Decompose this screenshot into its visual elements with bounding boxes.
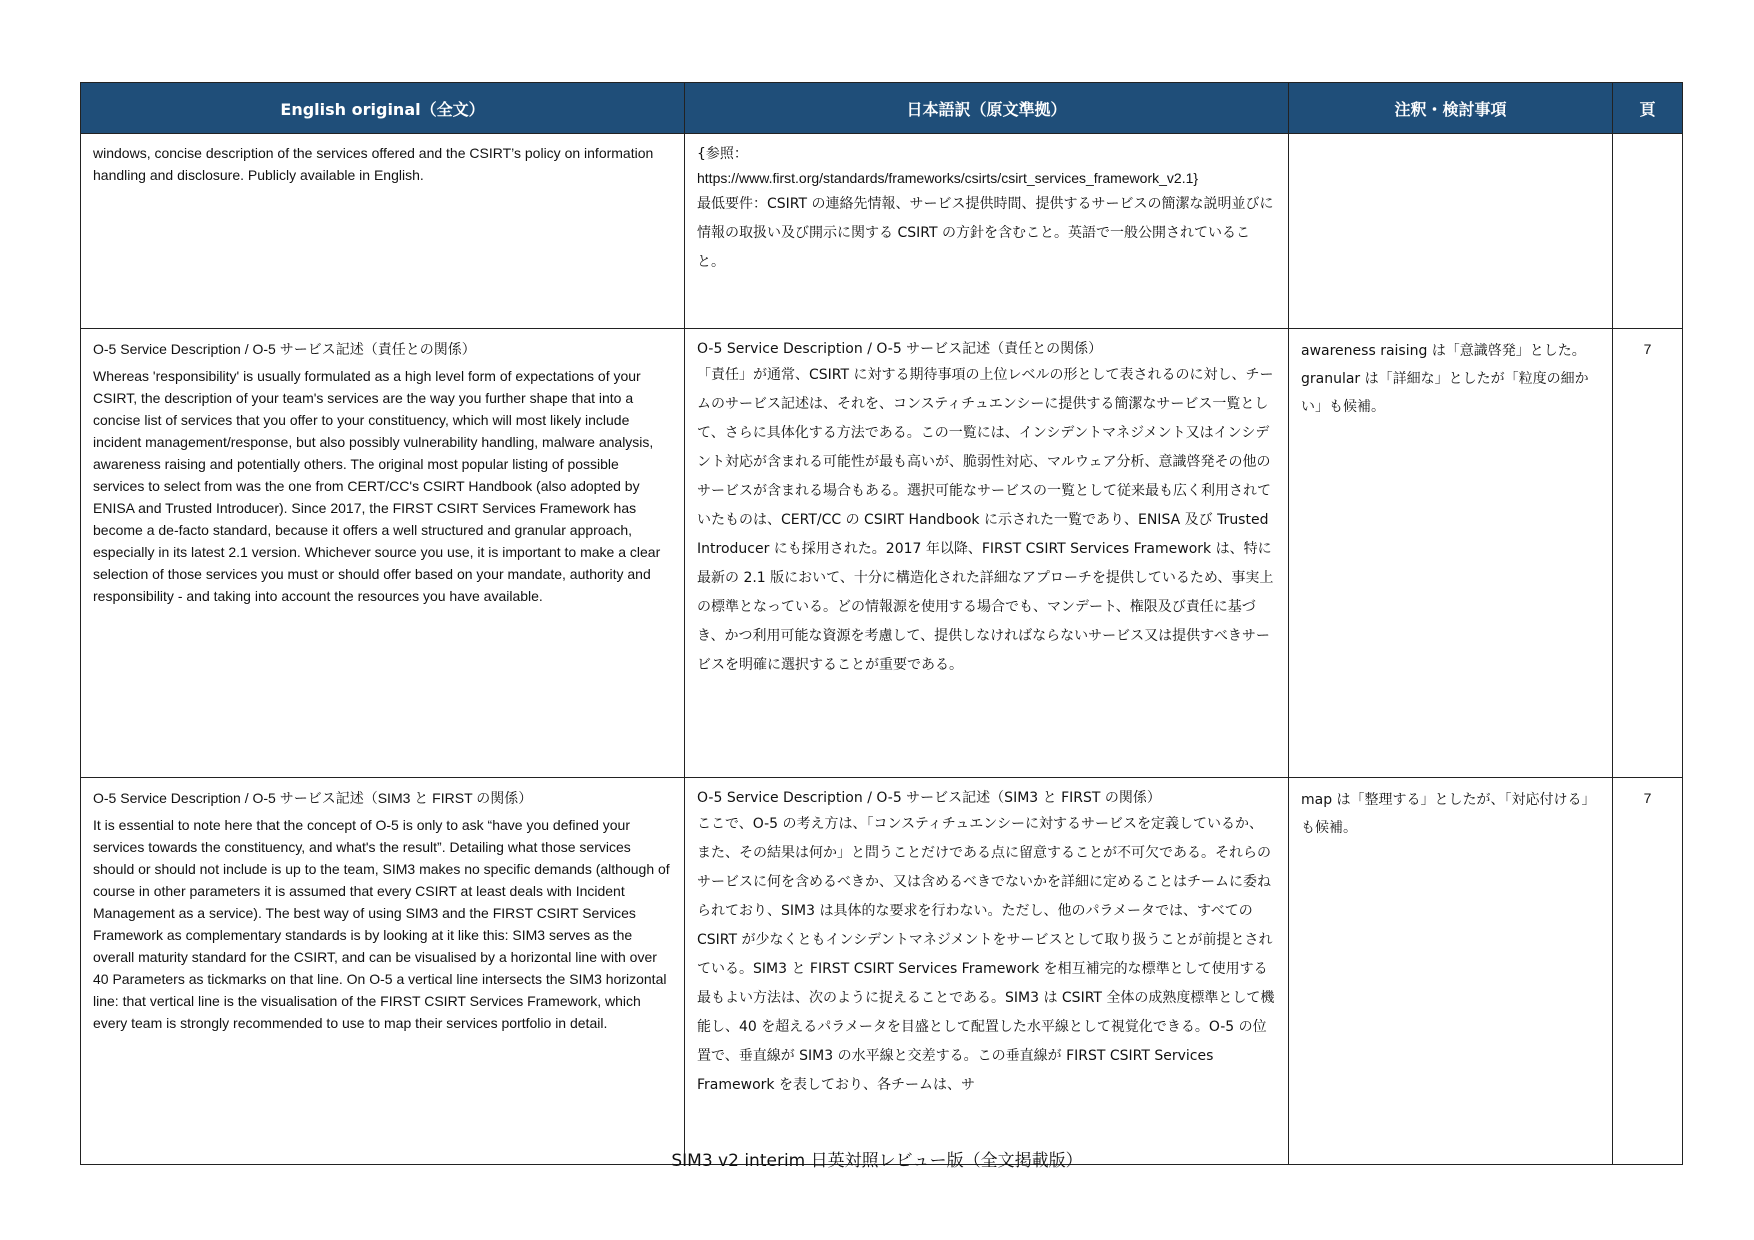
english-heading: O-5 Service Description / O-5 サービス記述（責任との関係） <box>93 341 476 357</box>
review-table <box>80 82 1683 1165</box>
japanese-text: ここで、O-5 の考え方は、「コンスティチュエンシーに対するサービスを定義しているか、また、その結果は何か」と問うことだけである点に留意することが不可欠である。それらのサービスに何を含めるべきか、又は含めるべきでないかを詳細に定めることはチームに委ねられており、SIM3 は具体的な要求を行わない。ただし、他のパラメータでは、すべての CSIRT が少なくともインシデントマネジメントをサービスとして取り扱うことが前提とされている。SIM3 と FIRST CSIRT Services Framework を相互補完的な標準として使用する最もよい方法は、次のように捉えることである。SIM3 は CSIRT 全体の成熟度標準として機能し、40 を超えるパラメータを目盛として配置した水平線として視覚化できる。O-5 の位置で、垂直線が SIM3 の水平線と交差する。この垂直線が FIRST CSIRT Services Framework を表しており、各チームは、サ <box>697 816 1275 1093</box>
english-text: Whereas 'responsibility' is usually formulated as a high level form of expectations of your CSIRT, the description of your team's services are the way you further shape that into a concise list of services that you offer to your constituency, which will most likely include incident management/response, but also possibly vulnerability handling, malware analysis, awareness raising and potentially others. The original most popular listing of possible services to select from was the one from CERT/CC's CSIRT Handbook (also adopted by ENISA and Trusted Introducer). Since 2017, the FIRST CSIRT Services Framework has become a de-facto standard, because it offers a well structured and granular approach, especially in its latest 2.1 version. Whichever source you use, it is important to make a clear selection of those services you must or should offer based on your mandate, authority and responsibility - and taking into account the resources you have available. <box>93 368 661 604</box>
japanese-cell <box>685 134 1289 329</box>
english-cell <box>81 134 685 329</box>
header-japanese: 日本語訳（原文準拠） <box>685 83 1289 134</box>
english-text: windows, concise description of the services offered and the CSIRT’s policy on information handling and disclosure. Publicly available in English. <box>93 145 654 183</box>
notes-cell <box>1289 778 1613 1165</box>
japanese-text: 最低要件：CSIRT の連絡先情報、サービス提供時間、提供するサービスの簡潔な説明並びに情報の取扱い及び開示に関する CSIRT の方針を含むこと。英語で一般公開されていること。 <box>697 196 1274 270</box>
header-notes: 注釈・検討事項 <box>1289 83 1613 134</box>
japanese-heading: O-5 Service Description / O-5 サービス記述（責任との関係） <box>697 341 1103 357</box>
page-number: 7 <box>1643 790 1652 806</box>
table-row <box>81 329 1683 778</box>
japanese-reference-url: https://www.first.org/standards/frameworks/csirts/csirt_services_framework_v2.1} <box>697 170 1199 186</box>
japanese-reference-label: {参照： <box>697 146 748 162</box>
header-page: 頁 <box>1613 83 1683 134</box>
notes-text: map は「整理する」としたが、「対応付ける」も候補。 <box>1301 792 1596 836</box>
page-footer: SIM3 v2 interim 日英対照レビュー版（全文掲載版） <box>671 1151 1083 1171</box>
japanese-heading: O-5 Service Description / O-5 サービス記述（SIM3 と FIRST の関係） <box>697 790 1161 806</box>
table-header-row <box>81 83 1683 134</box>
header-english: English original（全文） <box>81 83 685 134</box>
notes-text: awareness raising は「意識啓発」とした。granular は「詳細な」としたが「粒度の細かい」も候補。 <box>1301 343 1589 415</box>
notes-cell <box>1289 134 1613 329</box>
page-cell <box>1613 329 1683 778</box>
table-row <box>81 134 1683 329</box>
english-cell <box>81 778 685 1165</box>
page-cell <box>1613 778 1683 1165</box>
table-row <box>81 778 1683 1165</box>
english-heading: O-5 Service Description / O-5 サービス記述（SIM3 と FIRST の関係） <box>93 790 533 806</box>
japanese-cell <box>685 329 1289 778</box>
japanese-text: 「責任」が通常、CSIRT に対する期待事項の上位レベルの形として表されるのに対し、チームのサービス記述は、それを、コンスティチュエンシーに提供する簡潔なサービス一覧として、さらに具体化する方法である。この一覧には、インシデントマネジメント又はインシデント対応が含まれる可能性が最も高いが、脆弱性対応、マルウェア分析、意識啓発その他のサービスが含まれる場合もある。選択可能なサービスの一覧として従来最も広く利用されていたものは、CERT/CC の CSIRT Handbook に示された一覧であり、ENISA 及び Trusted Introducer にも採用された。2017 年以降、FIRST CSIRT Services Framework は、特に最新の 2.1 版において、十分に構造化された詳細なアプローチを提供しているため、事実上の標準となっている。どの情報源を使用する場合でも、マンデート、権限及び責任に基づき、かつ利用可能な資源を考慮して、提供しなければならないサービス又は提供すべきサービスを明確に選択することが重要である。 <box>697 367 1274 673</box>
page-cell <box>1613 134 1683 329</box>
page-number: 7 <box>1643 341 1652 357</box>
english-cell <box>81 329 685 778</box>
notes-cell <box>1289 329 1613 778</box>
english-text: It is essential to note here that the concept of O-5 is only to ask “have you defined your services towards the constituency, and what's the result”. Detailing what those services should or should not include is up to the team, SIM3 makes no specific demands (although of course in other parameters it is assumed that every CSIRT at least deals with Incident Management as a service). The best way of using SIM3 and the FIRST CSIRT Services Framework as complementary standards is by looking at it like this: SIM3 serves as the overall maturity standard for the CSIRT, and can be visualised by a horizontal line with over 40 Parameters as tickmarks on that line. On O-5 a vertical line intersects the SIM3 horizontal line: that vertical line is the visualisation of the FIRST CSIRT Services Framework, which every team is strongly recommended to use to map their services portfolio in detail. <box>93 817 670 1031</box>
japanese-cell <box>685 778 1289 1165</box>
